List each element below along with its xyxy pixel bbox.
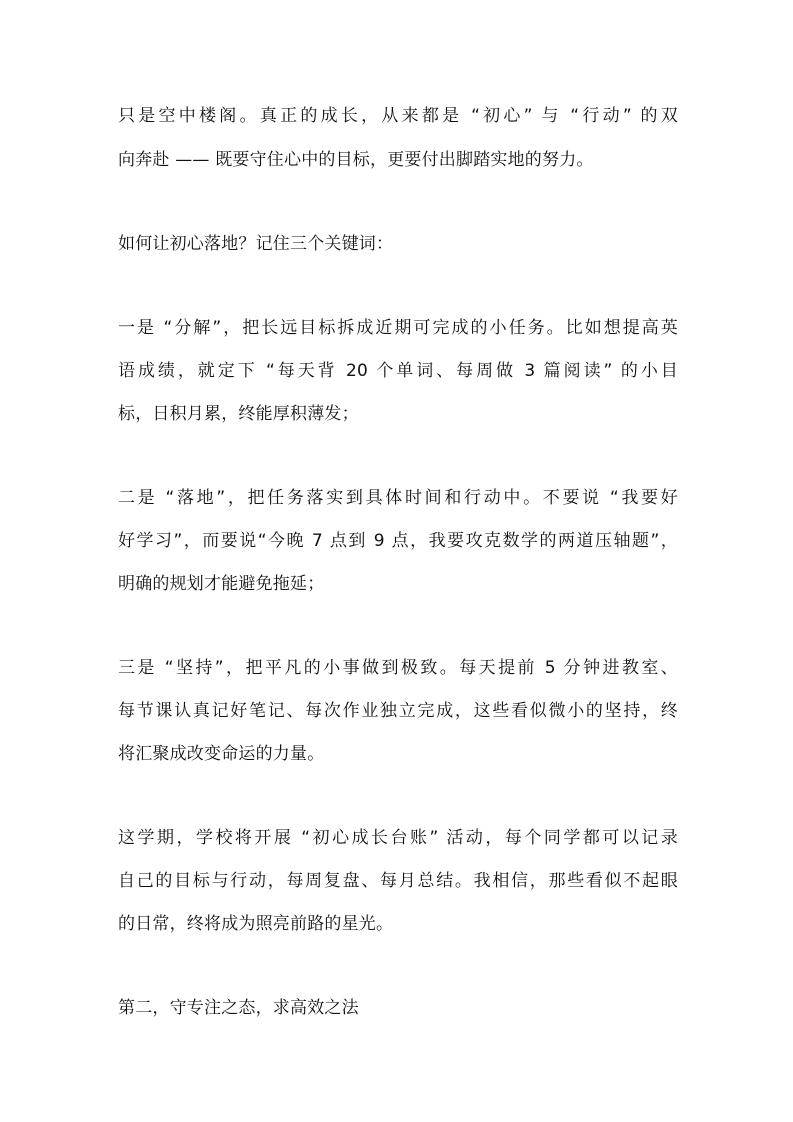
paragraph-line: 的日常，终将成为照亮前路的星光。 — [118, 914, 394, 934]
paragraph-line: 自己的目标与行动，每周复盘、每月总结。我相信，那些看似不起眼 — [118, 871, 678, 891]
paragraph-line: 语成绩，就定下 “每天背 20 个单词、每周做 3 篇阅读” 的小目 — [118, 361, 678, 381]
paragraph-line: 明确的规划才能避免拖延； — [118, 574, 325, 594]
section-heading: 第二，守专注之态，求高效之法 — [118, 998, 359, 1018]
paragraph-line: 二是 “落地”，把任务落实到具体时间和行动中。不要说 “我要好 — [118, 488, 678, 508]
paragraph-line: 三是 “坚持”，把平凡的小事做到极致。每天提前 5 分钟进教室、 — [118, 658, 678, 678]
paragraph-line: 这学期，学校将开展 “初心成长台账” 活动，每个同学都可以记录 — [118, 828, 678, 848]
paragraph-line: 每节课认真记好笔记、每次作业独立完成，这些看似微小的坚持，终 — [118, 701, 678, 721]
paragraph-line: 好学习”，而要说“今晚 7 点到 9 点，我要攻克数学的两道压轴题”， — [118, 531, 678, 551]
paragraph-line: 只是空中楼阁。真正的成长，从来都是 “初心” 与 “行动” 的双 — [118, 106, 678, 126]
paragraph-line: 向奔赴 —— 既要守住心中的目标，更要付出脚踏实地的努力。 — [118, 150, 594, 170]
paragraph-line: 将汇聚成改变命运的力量。 — [118, 744, 325, 764]
paragraph-line: 如何让初心落地？记住三个关键词： — [118, 234, 394, 254]
paragraph-line: 一是 “分解”，把长远目标拆成近期可完成的小任务。比如想提高英 — [118, 318, 678, 338]
paragraph-line: 标，日积月累，终能厚积薄发； — [118, 404, 359, 424]
